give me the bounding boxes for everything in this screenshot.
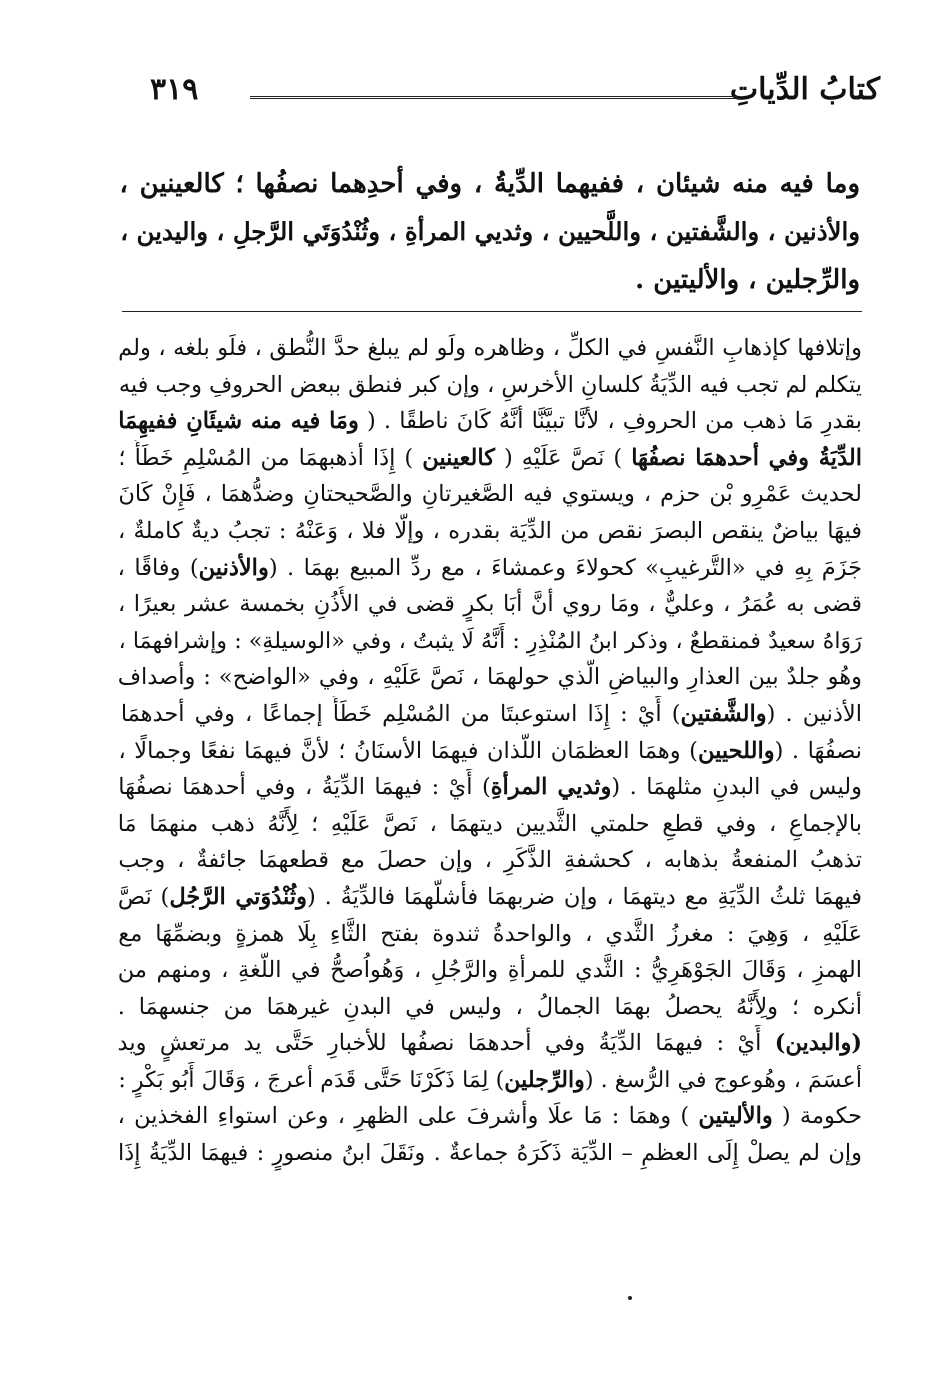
commentary-segment: فيهمَا ثلثُ الدِّيَةِ مع ديتهمَا ، وإن ضربهمَا فأشلَّهمَا فالدِّيَةُ . (: [306, 883, 862, 910]
commentary-segment: ) إِذَا أذهبهمَا من المُسْلِمِ خَطَأً ؛: [118, 444, 423, 471]
bold-quote: ومَا فيه منه شيئَانِ ففيهِمَا: [118, 408, 359, 435]
bold-quote: وثديي المرأةِ: [490, 774, 612, 801]
commentary-segment: وإن لم يصلْ إِلَى العظمِ – الدِّيَة ذَكَرَهُ جماعةٌ . ونَقَلَ ابنُ منصورٍ : فيهمَا الدِّيَةُ إِذَا: [118, 1140, 862, 1167]
commentary-segment: ) نَصَّ: [118, 883, 170, 910]
commentary-segment: وهُو جلدٌ بين العذارِ والبياضِ الَّذي حولهمَا ، نَصَّ عَلَيْهِ ، وفي «الواضح» : وأصداف: [118, 664, 862, 691]
commentary-line: [118, 513, 862, 550]
commentary-line: [118, 550, 862, 587]
stray-dot: [628, 1296, 632, 1300]
bold-quote: وثُنْدُوَتي الرَّجُل: [169, 883, 307, 910]
commentary-segment: رَوَاهُ سعيدٌ فمنقطعٌ ، وذكر ابنُ المُنْذِرِ : أَنَّهُ لَا يثبتُ ، وفي «الوسيلةِ» : وإشرافهمَا ،: [118, 627, 862, 654]
commentary-segment: بالإجماعِ ، وفي قطعِ حلمتي الثَّديين ديتهمَا ، نَصَّ عَلَيْهِ ؛ لِأَنَّهُ ذهب منهمَا مَا: [118, 810, 862, 837]
bold-quote: كالعينين: [422, 444, 495, 471]
bold-quote: الدِّيَةُ وفي أحدهمَا نصفُهَا: [631, 444, 862, 471]
commentary-line: [118, 586, 862, 623]
commentary-line: [118, 440, 862, 477]
commentary-line: [118, 842, 862, 879]
commentary-line: [118, 806, 862, 843]
page-header: [150, 72, 880, 122]
commentary-line: [118, 769, 862, 806]
commentary-line: [118, 623, 862, 660]
commentary-line: [118, 733, 862, 770]
commentary-segment: لحديث عَمْرِو بْن حزم ، ويستوي فيه الصَّغيرتانِ والصَّحيحتانِ وضدُّهمَا ، فَإِنْ كَانَ: [118, 481, 862, 508]
bold-quote: والأذنين: [198, 554, 269, 581]
commentary-line: [118, 476, 862, 513]
commentary-segment: نصفُهَا . (: [774, 737, 862, 764]
commentary-segment: ) نَصَّ عَلَيْهِ (: [494, 444, 632, 471]
commentary-text: [118, 330, 862, 1172]
commentary-segment: ) لِمَا ذَكَرْنَا حَتَّى قَدَم أعرجَ ، وَقَالَ أَبُو بَكْرٍ :: [118, 1066, 505, 1093]
book-title: كتابُ الدِّياتِ: [729, 72, 880, 107]
commentary-segment: الأذنين . (: [766, 700, 862, 727]
commentary-segment: فيهَا بياضٌ ينقص البصرَ نقص من الدِّيَة بقدره ، وإلَّا فلا ، وَعَنْهُ : تجبُ ديةٌ كاملةٌ ،: [118, 517, 862, 544]
commentary-segment: ) وهمَا : مَا علَا وأشرفَ على الظهرِ ، وعن استواءِ الفخذين ،: [118, 1103, 699, 1130]
bold-quote: والرِّجلين: [504, 1066, 585, 1093]
commentary-line: [118, 659, 862, 696]
commentary-segment: أنكره ؛ ولِأَنَّهُ يحصلُ بهمَا الجمالُ ، وليس في البدنِ غيرهمَا من جنسهمَا .: [118, 993, 862, 1020]
commentary-line: [118, 879, 862, 916]
commentary-segment: تذهبُ المنفعةُ بذهابه ، كحشفةِ الذَّكَرِ ، وإن حصلَ مع قطعهمَا جائفةٌ ، وجب: [118, 847, 862, 874]
commentary-segment: الهمزِ ، وَقَالَ الجَوْهَرِيُّ : الثَّدي للمرأةِ والرَّجُلِ ، وَهُواُصحُّ في اللُّغةِ ، ومنهم من: [118, 957, 862, 984]
commentary-segment: أَيْ : فيهمَا الدِّيَةُ وفي أحدهمَا نصفُها للأخبارِ حَتَّى يد مرتعشٍ ويد: [118, 1030, 775, 1057]
main-text-line: والأذنين ، والشَّفتين ، واللَّحيين ، وثديي المرأةِ ، وثُنْدُوَتَي الرَّجلِ ، واليدين ،: [120, 217, 860, 246]
main-text: [120, 160, 860, 304]
commentary-segment: عَلَيْهِ ، وَهِيَ : مغرزُ الثَّدي ، والواحدةُ ثندوة بفتح الثَّاءِ بِلَا همزةٍ وبضمِّهَا مع: [118, 920, 862, 947]
bold-quote: (والبدين): [774, 1030, 862, 1057]
commentary-line: [118, 989, 862, 1026]
commentary-line: [118, 1062, 862, 1099]
commentary-segment: جَزَمَ بِهِ في «التَّرغيبِ» كحولاءَ وعمشاءَ ، مع ردِّ المبيع بهمَا . (: [268, 554, 862, 581]
commentary-line: [118, 696, 862, 733]
footnote-divider: [122, 311, 862, 312]
commentary-segment: بقدرِ مَا ذهب من الحروفِ ، لأنَّا تبيَّنَّا أنَّهُ كَانَ ناطقًا . (: [358, 408, 862, 435]
commentary-line: [118, 1135, 862, 1172]
commentary-segment: ) وهمَا العظمَان اللَّذان فيهمَا الأسنَانُ ؛ لأنَّ فيهمَا نفعًا وجمالًا ،: [118, 737, 698, 764]
page-number: ٣١٩: [150, 72, 199, 107]
header-rule: [250, 96, 740, 103]
commentary-segment: وإتلافها كإذهابِ النَّفسِ في الكلِّ ، وظاهره ولَو لم يبلغ حدَّ النُّطق ، فلَو بلغه ، ولم: [118, 335, 862, 361]
commentary-segment: ) أَيْ : فيهمَا الدِّيَةُ ، وفي أحدهمَا نصفُهَا: [118, 774, 491, 801]
commentary-line: [118, 330, 862, 367]
commentary-line: [118, 952, 862, 989]
bold-quote: واللحيين: [697, 737, 775, 764]
commentary-segment: أعسَمَ ، وهُوعوج في الرُّسغ . (: [584, 1066, 862, 1093]
main-text-line: وما فيه منه شيئان ، ففيهما الدِّيةُ ، وفي أحدِهما نصفُها ؛ كالعينين ،: [119, 169, 860, 199]
commentary-segment: حكومة (: [772, 1103, 862, 1130]
commentary-segment: ) أَيْ : إِذَا استوعبتَا من المُسْلِم خَطَأً إجماعًا ، وفي أحدهمَا: [120, 700, 681, 727]
commentary-segment: قضى به عُمَرُ ، وعليٌّ ، ومَا روي أنَّ أبَا بكرٍ قضى في الأُذُنِ بخمسة عشر بعيرًا ،: [118, 591, 862, 618]
commentary-line: [118, 403, 862, 440]
commentary-line: [118, 367, 862, 404]
commentary-segment: يتكلم لم تجب فيه الدِّيَةُ كلسانِ الأخرسِ ، وإن كبر فنطق ببعض الحروفِ وجب فيه: [118, 371, 862, 398]
bold-quote: والأليتين: [698, 1103, 773, 1130]
commentary-segment: وليس في البدنِ مثلهمَا . (: [611, 774, 862, 801]
commentary-line: [118, 916, 862, 953]
bold-quote: والشَّفتين: [680, 700, 767, 727]
commentary-segment: ) وفاقًا ،: [118, 554, 199, 581]
main-text-line: والرِّجلين ، والأليتين .: [635, 265, 860, 295]
commentary-line: [118, 1098, 862, 1135]
commentary-line: [118, 1025, 862, 1062]
